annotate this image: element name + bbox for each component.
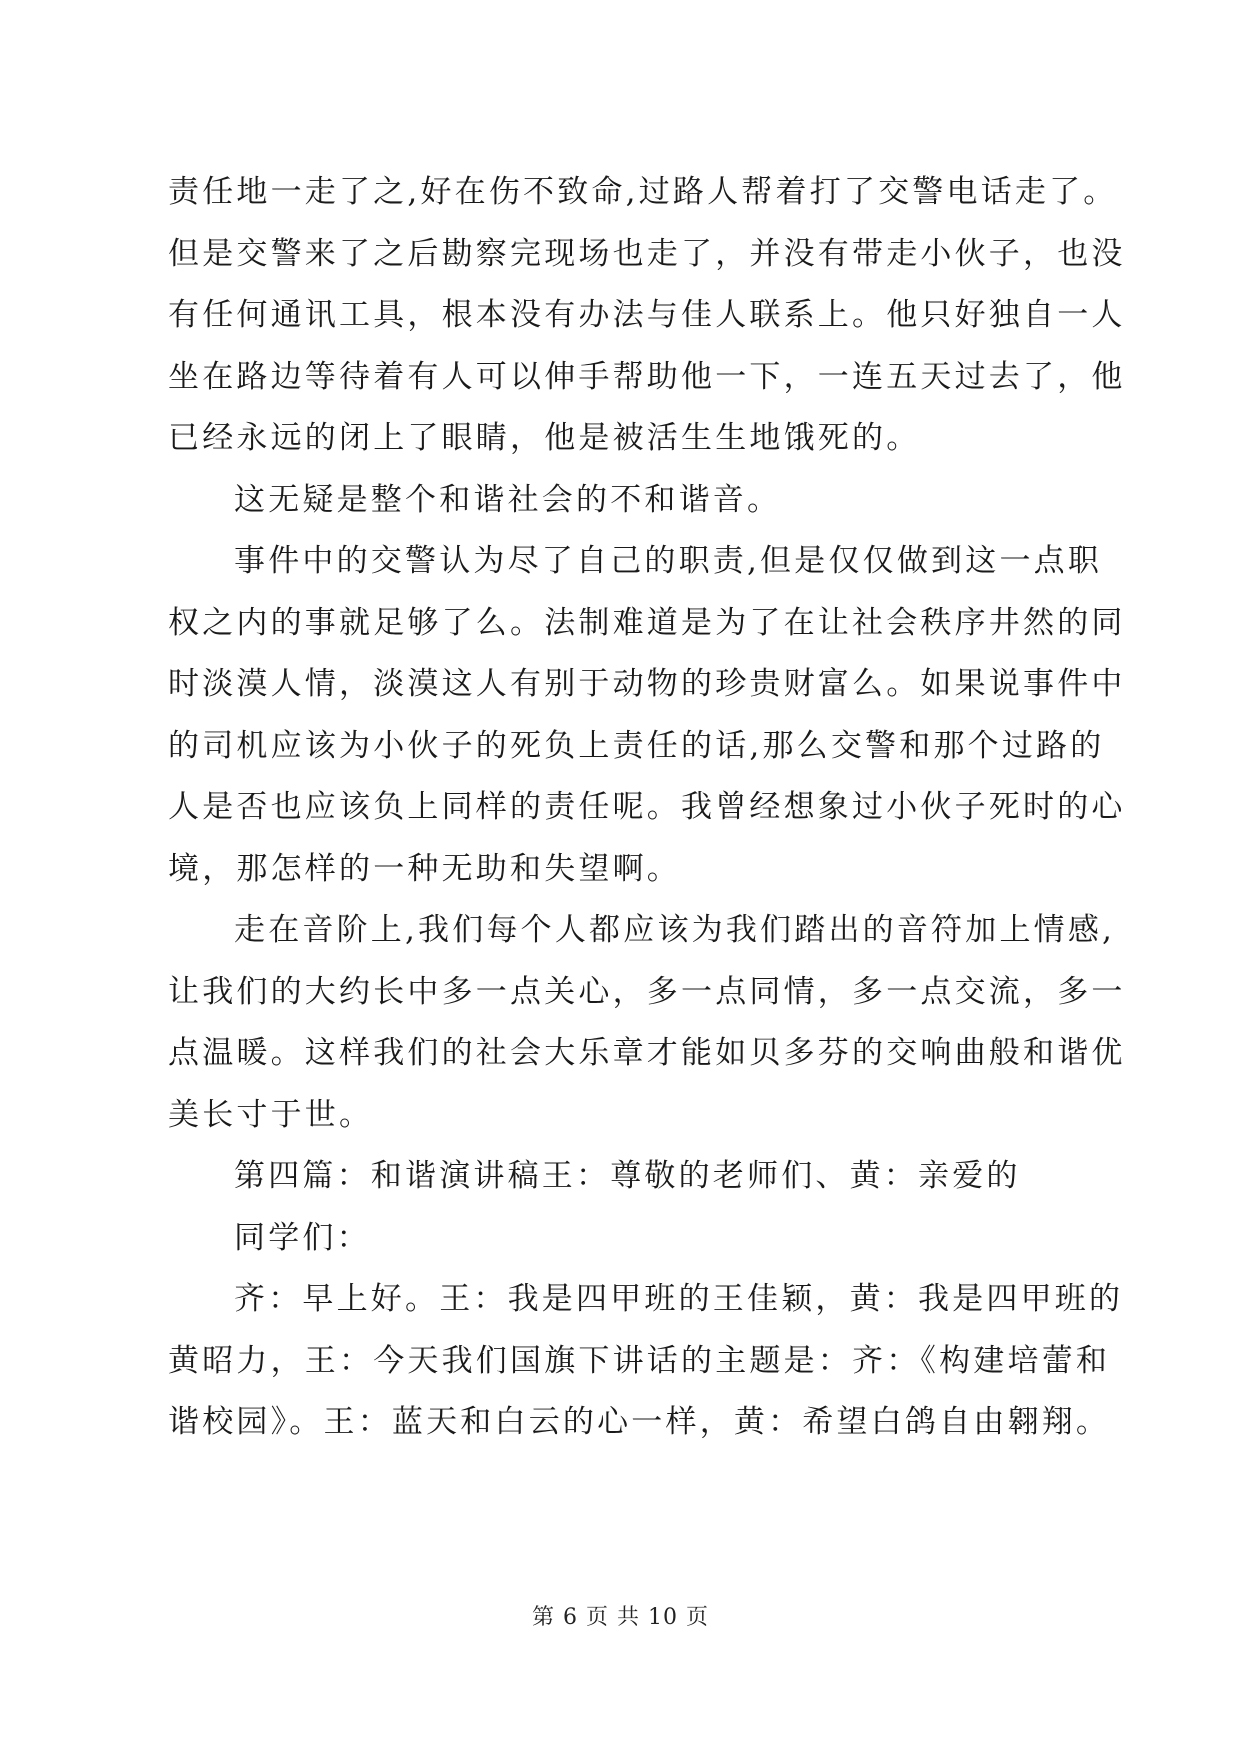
text-line: 境，那怎样的一种无助和失望啊。 [168,850,681,887]
text-line: 有任何通讯工具，根本没有办法与佳人联系上。他只好独自一人 [168,297,1126,333]
body-text [168,162,1126,1454]
text-line: 走在音阶上,我们每个人都应该为我们踏出的音符加上情感, [234,912,1116,948]
text-line: 时淡漠人情，淡漠这人有别于动物的珍贵财富么。如果说事件中 [168,666,1126,702]
text-line: 坐在路边等待着有人可以伸手帮助他一下，一连五天过去了，他 [168,358,1126,395]
text-line: 第四篇：和谐演讲稿王：尊敬的老师们、黄：亲爱的 [234,1158,1021,1194]
text-line: 美长寸于世。 [168,1096,374,1133]
text-line: 人是否也应该负上同样的责任呢。我曾经想象过小伙子死时的心 [168,789,1126,825]
text-line: 点温暖。这样我们的社会大乐章才能如贝多芬的交响曲般和谐优 [168,1035,1126,1071]
text-line: 让我们的大约长中多一点关心，多一点同情，多一点交流，多一 [168,973,1126,1010]
text-line: 事件中的交警认为尽了自己的职责,但是仅仅做到这一点职 [234,543,1103,579]
page-footer: 第 6 页 共 10 页 [532,1605,709,1630]
text-line: 已经永远的闭上了眼睛，他是被活生生地饿死的。 [168,420,921,456]
text-line: 齐：早上好。王：我是四甲班的王佳颖，黄：我是四甲班的 [234,1281,1124,1317]
text-line: 同学们： [234,1219,371,1256]
text-line: 这无疑是整个和谐社会的不和谐音。 [234,481,782,518]
text-line: 责任地一走了之,好在伤不致命,过路人帮着打了交警电话走了。 [168,174,1118,210]
text-line: 的司机应该为小伙子的死负上责任的话,那么交警和那个过路的 [168,727,1105,764]
text-line: 谐校园》。王：蓝天和白云的心一样，黄：希望白鸽自由翱翔。 [168,1404,1111,1440]
text-line: 黄昭力，王：今天我们国旗下讲话的主题是：齐：《构建培蕾和 [168,1342,1111,1379]
text-line: 权之内的事就足够了么。法制难道是为了在让社会秩序井然的同 [168,604,1126,641]
text-line: 但是交警来了之后勘察完现场也走了，并没有带走小伙子，也没 [168,235,1126,272]
